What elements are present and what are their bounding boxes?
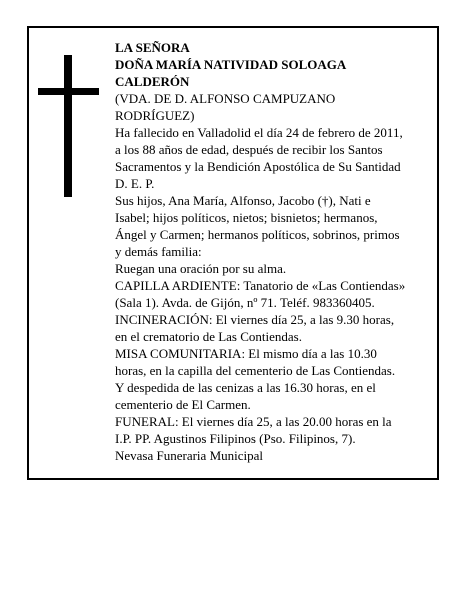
body-line: D. E. P. <box>115 176 155 191</box>
cross-vertical-bar <box>64 55 72 197</box>
widow-of-line-1: (VDA. DE D. ALFONSO CAMPUZANO <box>115 91 336 106</box>
body-line: y demás familia: <box>115 244 202 259</box>
cross-icon <box>38 55 99 197</box>
body-line: FUNERAL: El viernes día 25, a las 20.00 horas en la <box>115 414 392 429</box>
funeral-home-name: Nevasa Funeraria Municipal <box>115 448 264 463</box>
cross-horizontal-bar <box>38 88 99 95</box>
body-line: I.P. PP. Agustinos Filipinos (Pso. Filipinos, 7). <box>115 431 356 446</box>
body-line: Sus hijos, Ana María, Alfonso, Jacobo (†), Nati e <box>115 193 371 208</box>
deceased-name-line-2: CALDERÓN <box>115 74 190 89</box>
body-line: (Sala 1). Avda. de Gijón, nº 71. Teléf. 983360405. <box>115 295 375 310</box>
body-line: INCINERACIÓN: El viernes día 25, a las 9.30 horas, <box>115 312 395 327</box>
body-line: Ángel y Carmen; hermanos políticos, sobrinos, primos <box>115 227 400 242</box>
body-line: cementerio de El Carmen. <box>115 397 251 412</box>
body-line: Sacramentos y la Bendición Apostólica de Su Santidad <box>115 159 401 174</box>
obituary-text <box>115 39 425 464</box>
body-line: CAPILLA ARDIENTE: Tanatorio de «Las Contiendas» <box>115 278 406 293</box>
body-line: Y despedida de las cenizas a las 16.30 horas, en el <box>115 380 376 395</box>
body-line: horas, en la capilla del cementerio de Las Contiendas. <box>115 363 396 378</box>
body-line: Isabel; hijos políticos, nietos; bisnietos; hermanos, <box>115 210 378 225</box>
body-line: Ruegan una oración por su alma. <box>115 261 287 276</box>
body-line: MISA COMUNITARIA: El mismo día a las 10.30 <box>115 346 377 361</box>
body-line: en el crematorio de Las Contiendas. <box>115 329 302 344</box>
deceased-name-line-1: DOÑA MARÍA NATIVIDAD SOLOAGA <box>115 57 347 72</box>
body-line: a los 88 años de edad, después de recibir los Santos <box>115 142 383 157</box>
heading-title: LA SEÑORA <box>115 40 190 55</box>
widow-of-line-2: RODRÍGUEZ) <box>115 108 195 123</box>
body-line: Ha fallecido en Valladolid el día 24 de febrero de 2011, <box>115 125 403 140</box>
